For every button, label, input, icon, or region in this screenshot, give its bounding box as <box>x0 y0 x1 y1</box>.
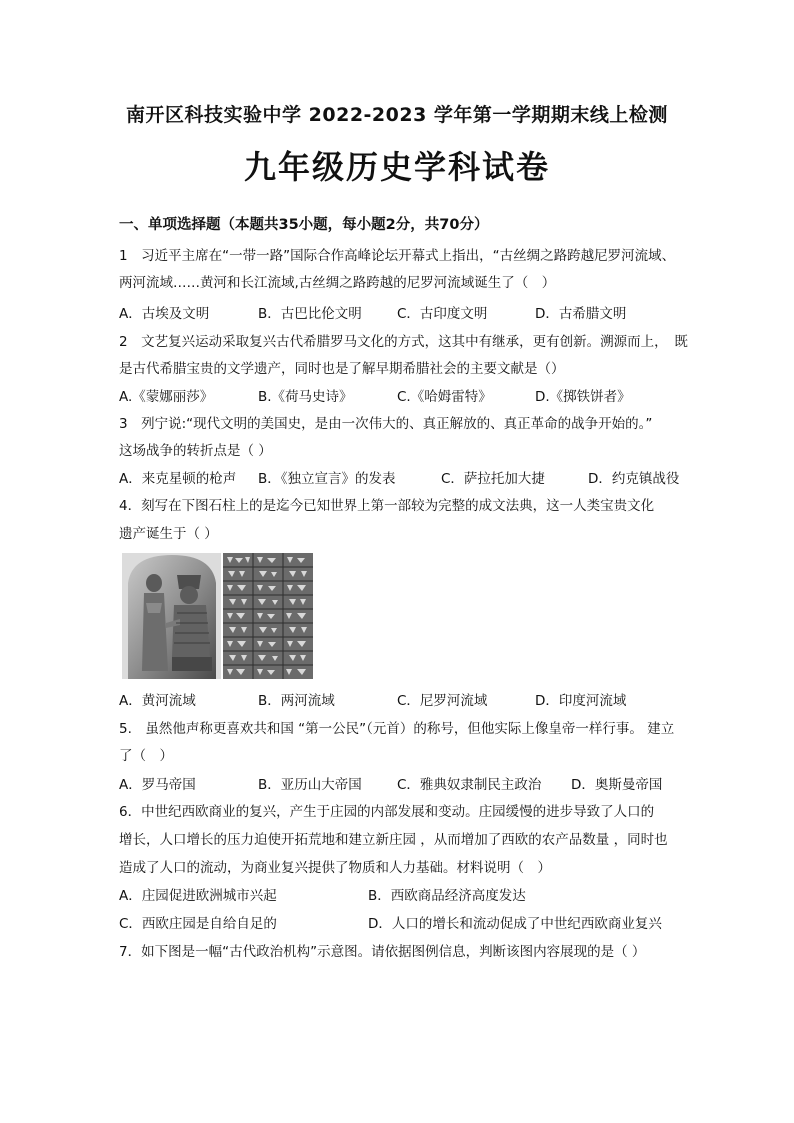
question-2-line-2: 是古代希腊宝贵的文学遗产，同时也是了解早期希腊社会的主要文献是（） <box>119 361 565 377</box>
question-3-line-1: 3 列宁说:“现代文明的美国史，是由一次伟大的、真正解放的、真正革命的战争开始的。” <box>119 416 653 432</box>
question-3-option-a: A．来克星顿的枪声 <box>119 471 237 487</box>
question-5-option-c: C．雅典奴隶制民主政治 <box>397 777 542 793</box>
question-6-line-3: 造成了人口的流动，为商业复兴提供了物质和人力基础。材料说明（ ） <box>119 860 551 876</box>
question-3-line-2: 这场战争的转折点是（ ） <box>119 443 272 459</box>
question-2-option-a: A.《蒙娜丽莎》 <box>119 389 214 405</box>
question-4-option-d: D．印度河流域 <box>535 693 627 709</box>
question-5-line-2: 了（ ） <box>119 748 173 764</box>
school-title: 南开区科技实验中学 2022-2023 学年第一学期期末线上检测 <box>126 104 668 126</box>
question-3-option-b: B．《独立宣言》的发表 <box>258 471 396 487</box>
question-2-option-b: B.《荷马史诗》 <box>258 389 353 405</box>
question-4-line-2: 遗产诞生于（ ） <box>119 526 218 542</box>
question-1-line-2: 两河流域……黄河和长江流域,古丝绸之路跨越的尼罗河流域诞生了（ ） <box>119 275 556 291</box>
question-4-line-1: 4．刻写在下图石柱上的是迄今已知世界上第一部较为完整的成文法典，这一人类宝贵文化 <box>119 498 655 514</box>
question-1-option-c: C．古印度文明 <box>397 306 488 322</box>
question-2-option-d: D.《掷铁饼者》 <box>535 389 631 405</box>
question-3-option-d: D．约克镇战役 <box>588 471 680 487</box>
question-5-option-d: D．奥斯曼帝国 <box>571 777 663 793</box>
question-4-option-b: B．两河流域 <box>258 693 335 709</box>
question-5-line-1: 5. 虽然他声称更喜欢共和国 “第一公民”（元首）的称号，但他实际上像皇帝一样行事。 建立 <box>119 721 675 737</box>
section-heading: 一、单项选择题（本题共35小题，每小题2分，共70分） <box>119 217 489 233</box>
cuneiform-tablet-image <box>223 553 313 679</box>
question-4-option-c: C．尼罗河流域 <box>397 693 488 709</box>
question-6-option-a: A．庄园促进欧洲城市兴起 <box>119 888 277 904</box>
exam-title: 九年级历史学科试卷 <box>243 148 550 186</box>
question-6-option-d: D．人口的增长和流动促成了中世纪西欧商业复兴 <box>368 916 662 932</box>
hammurabi-stele-image <box>122 553 221 679</box>
question-5-option-a: A．罗马帝国 <box>119 777 196 793</box>
question-2-option-c: C.《哈姆雷特》 <box>397 389 492 405</box>
question-4-option-a: A．黄河流域 <box>119 693 196 709</box>
question-6-line-1: 6．中世纪西欧商业的复兴，产生于庄园的内部发展和变动。庄园缓慢的进步导致了人口的 <box>119 804 655 820</box>
question-1-line-1: 1 习近平主席在“一带一路”国际合作高峰论坛开幕式上指出，“古丝绸之路跨越尼罗河流域、 <box>119 248 676 264</box>
question-6-option-c: C．西欧庄园是自给自足的 <box>119 916 277 932</box>
question-6-line-2: 增长，人口增长的压力迫使开拓荒地和建立新庄园 ，从而增加了西欧的农产品数量 ，同时也 <box>119 832 668 848</box>
question-1-option-b: B．古巴比伦文明 <box>258 306 362 322</box>
question-1-option-d: D．古希腊文明 <box>535 306 627 322</box>
question-7-line-1: 7．如下图是一幅“古代政治机构”示意图。请依据图例信息，判断该图内容展现的是（ ） <box>119 944 646 960</box>
question-5-option-b: B．亚历山大帝国 <box>258 777 362 793</box>
question-3-option-c: C．萨拉托加大捷 <box>441 471 545 487</box>
question-2-line-1: 2 文艺复兴运动采取复兴古代希腊罗马文化的方式，这其中有继承，更有创新。溯源而上， 既 <box>119 334 688 350</box>
question-1-option-a: A．古埃及文明 <box>119 306 210 322</box>
question-6-option-b: B．西欧商品经济高度发达 <box>368 888 526 904</box>
